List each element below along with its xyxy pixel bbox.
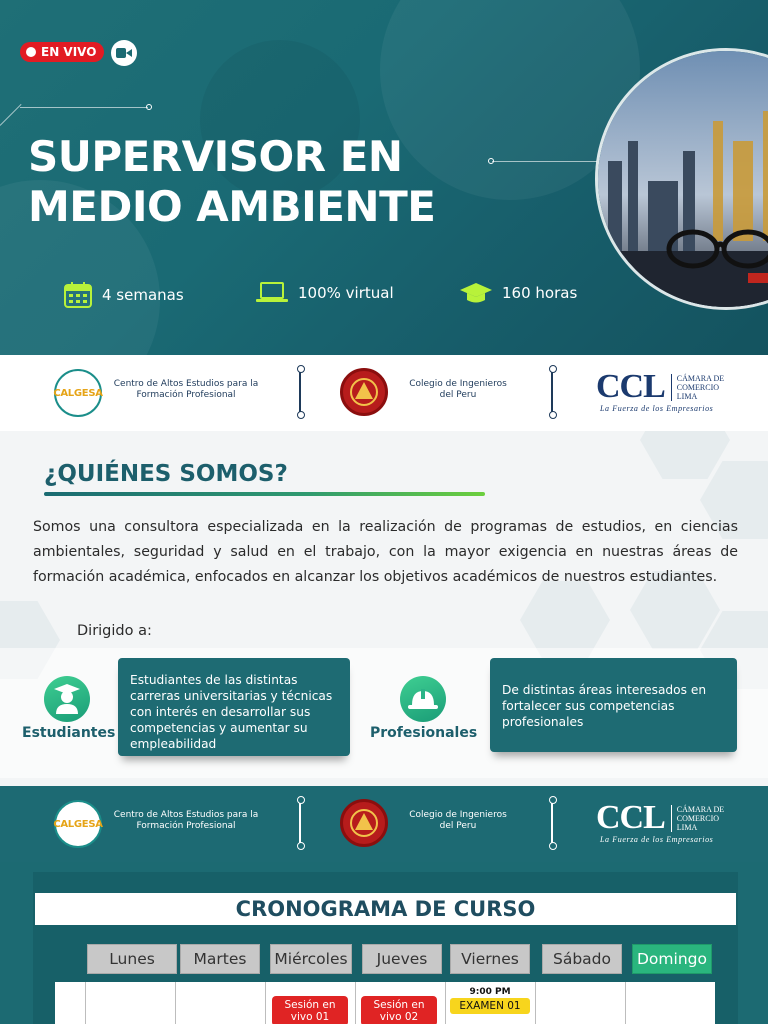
calgesa-logo-text: CALGESA bbox=[53, 818, 103, 830]
live-badge bbox=[20, 42, 104, 62]
feature-hours bbox=[460, 282, 577, 304]
feature-label: 4 semanas bbox=[102, 286, 184, 304]
cip-description: Colegio de Ingenieros del Peru bbox=[409, 379, 507, 400]
ccl-logo-text: CCL bbox=[596, 368, 665, 405]
calgesa-description: Centro de Altos Estudios para la Formación Profesional bbox=[113, 379, 259, 400]
day-saturday: Sábado bbox=[542, 944, 622, 974]
course-title-line1: SUPERVISOR EN bbox=[28, 132, 403, 181]
feature-duration bbox=[64, 282, 184, 308]
day-thursday: Jueves bbox=[362, 944, 442, 974]
audience-label-professionals: Profesionales bbox=[370, 725, 478, 741]
about-section bbox=[0, 431, 768, 786]
course-title-line2: MEDIO AMBIENTE bbox=[28, 182, 436, 231]
hard-hat-icon bbox=[400, 676, 446, 722]
cip-seal-logo bbox=[340, 799, 388, 847]
hero-banner bbox=[0, 0, 768, 355]
ccl-logo bbox=[596, 370, 729, 404]
day-wednesday: Miércoles bbox=[270, 944, 352, 974]
divider bbox=[299, 800, 301, 846]
grid-column-line bbox=[535, 982, 536, 1024]
feature-modality bbox=[256, 282, 394, 304]
laptop-icon bbox=[256, 282, 288, 304]
divider bbox=[551, 369, 553, 415]
divider bbox=[299, 369, 301, 415]
course-title bbox=[28, 132, 498, 232]
ccl-tagline: La Fuerza de los Empresarios bbox=[600, 835, 714, 844]
partners-bar bbox=[0, 355, 768, 431]
cip-seal-logo bbox=[340, 368, 388, 416]
grid-column-line bbox=[445, 982, 446, 1024]
calgesa-description: Centro de Altos Estudios para la Formación Profesional bbox=[113, 810, 259, 831]
decorative-line bbox=[492, 161, 597, 162]
grid-column-line bbox=[85, 982, 86, 1024]
schedule-section bbox=[0, 862, 768, 1024]
grid-column-line bbox=[625, 982, 626, 1024]
ccl-name: CÁMARA DE COMERCIO LIMA bbox=[671, 805, 729, 832]
grid-column-line bbox=[175, 982, 176, 1024]
session-live-02: Sesión en vivo 02 bbox=[361, 996, 437, 1024]
day-friday: Viernes bbox=[450, 944, 530, 974]
decorative-dot bbox=[146, 104, 152, 110]
ccl-tagline: La Fuerza de los Empresarios bbox=[600, 404, 714, 413]
graduation-cap-icon bbox=[460, 282, 492, 304]
directed-to-label: Dirigido a: bbox=[77, 623, 152, 639]
schedule-title: CRONOGRAMA DE CURSO bbox=[35, 893, 736, 925]
about-paragraph: Somos una consultora especializada en la realización de programas de estudios, en ciencias ambientales, seguridad y salud en el trabajo, con la mayor exigencia en nuestras áreas de formación académica, enfocados en alcanzar los objetivos académicos de nuestros estudiantes. bbox=[33, 519, 738, 585]
live-dot-icon bbox=[26, 47, 36, 57]
audience-description-professionals: De distintas áreas interesados en fortalecer sus competencias profesionales bbox=[490, 658, 737, 752]
day-sunday: Domingo bbox=[632, 944, 712, 974]
partners-bar-footer bbox=[0, 786, 768, 862]
calgesa-logo-text: CALGESA bbox=[53, 387, 103, 399]
exam-time: 9:00 PM bbox=[469, 987, 511, 997]
exam-badge: EXAMEN 01 bbox=[450, 998, 530, 1014]
audience-label-students: Estudiantes bbox=[22, 725, 116, 741]
decorative-line bbox=[0, 104, 22, 126]
session-live-01: Sesión en vivo 01 bbox=[272, 996, 348, 1024]
ccl-logo bbox=[596, 801, 729, 835]
ccl-logo-text: CCL bbox=[596, 799, 665, 836]
video-camera-icon bbox=[111, 40, 137, 66]
day-tuesday: Martes bbox=[180, 944, 260, 974]
calgesa-logo bbox=[54, 369, 102, 417]
about-title: ¿QUIÉNES SOMOS? bbox=[44, 461, 288, 487]
calendar-icon bbox=[64, 282, 92, 308]
cip-description: Colegio de Ingenieros del Peru bbox=[409, 810, 507, 831]
decorative-line bbox=[20, 107, 148, 108]
feature-label: 160 horas bbox=[502, 284, 578, 302]
title-underline bbox=[44, 492, 485, 496]
student-icon bbox=[44, 676, 90, 722]
feature-label: 100% virtual bbox=[298, 284, 394, 302]
divider bbox=[551, 800, 553, 846]
grid-column-line bbox=[355, 982, 356, 1024]
day-monday: Lunes bbox=[87, 944, 177, 974]
calgesa-logo bbox=[54, 800, 102, 848]
ccl-name: CÁMARA DE COMERCIO LIMA bbox=[671, 374, 729, 401]
audience-description-students: Estudiantes de las distintas carreras universitarias y técnicas con interés en desarrollar sus competencias y aumentar su empleabilidad bbox=[118, 658, 350, 756]
live-label: EN VIVO bbox=[41, 45, 97, 59]
grid-column-line bbox=[265, 982, 266, 1024]
